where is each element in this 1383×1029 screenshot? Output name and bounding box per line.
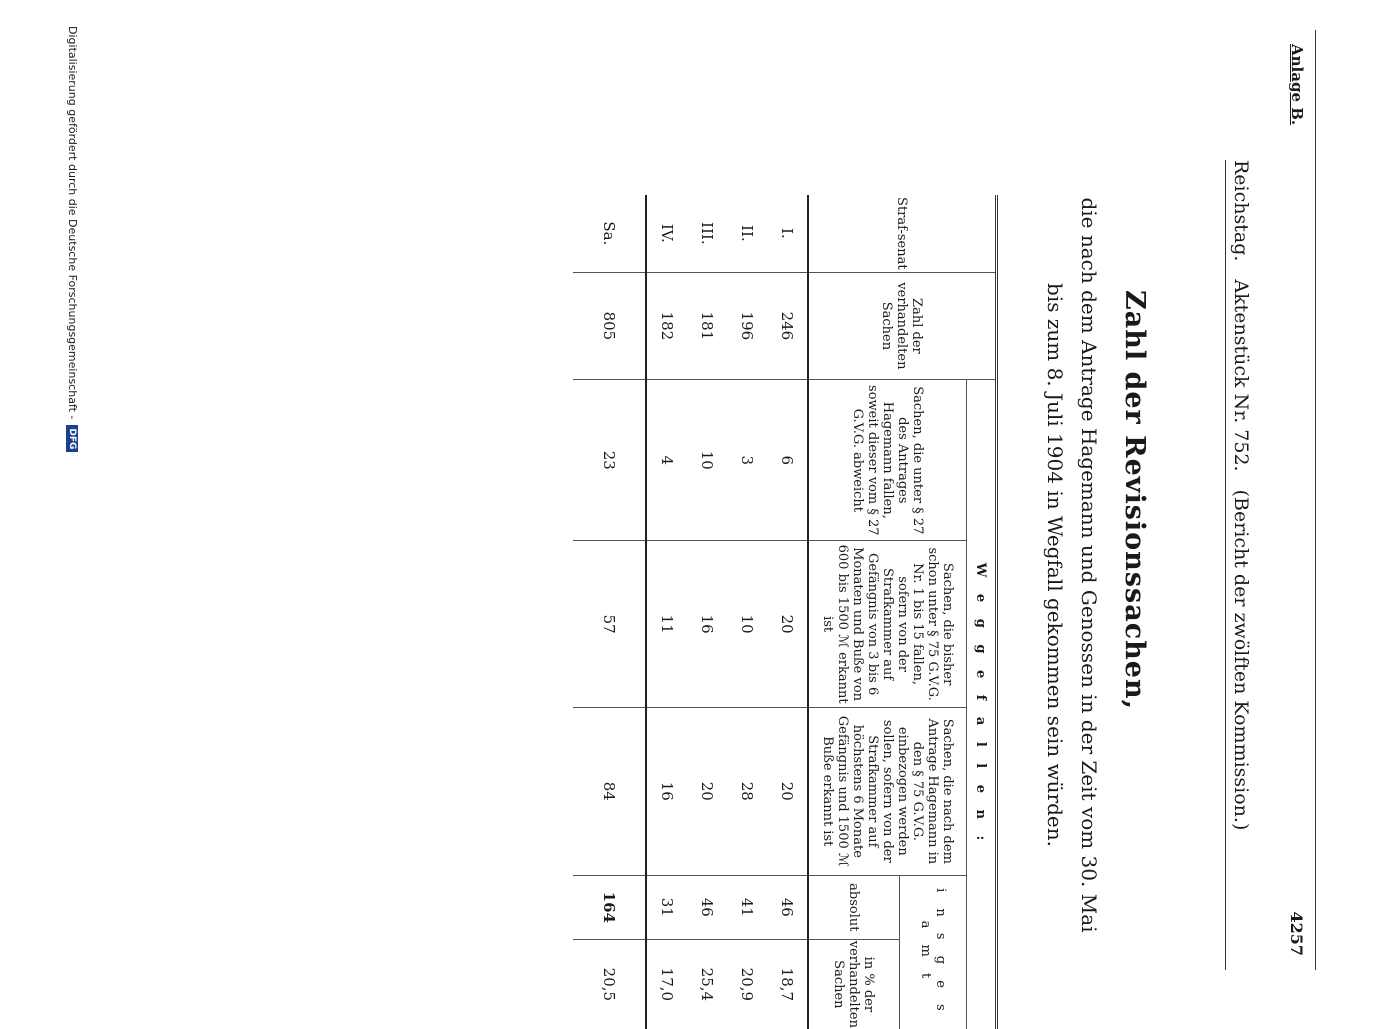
revision-cases-table xyxy=(573,195,998,1029)
cell-total: 246 xyxy=(767,272,808,379)
dfg-logo: DFG xyxy=(67,425,79,452)
cell-c: 16 xyxy=(646,707,687,875)
annex-label: Anlage B. xyxy=(1288,44,1306,126)
cell-a: 4 xyxy=(646,380,687,541)
cell-total: 196 xyxy=(727,272,767,379)
cell-total: 181 xyxy=(687,272,727,379)
table-row xyxy=(646,195,687,1029)
digitization-note xyxy=(66,26,79,452)
document-page xyxy=(66,26,1316,1028)
cell-b: 16 xyxy=(687,541,727,707)
cell-total: 182 xyxy=(646,272,687,379)
cell-absolut: 31 xyxy=(646,875,687,939)
cell-percent: 17,0 xyxy=(646,939,687,1029)
col-header-percent: in % der verhandelten Sachen xyxy=(808,939,900,1029)
cell-b: 20 xyxy=(767,541,808,707)
cell-senat: III. xyxy=(698,222,716,245)
cell-senat: Sa. xyxy=(600,221,618,246)
cell-c: 20 xyxy=(767,707,808,875)
cell-c: 28 xyxy=(727,707,767,875)
col-header-absolut: absolut xyxy=(808,875,900,939)
cell-percent: 20,5 xyxy=(573,939,646,1029)
page-subtitle: die nach dem Antrage Hagemann und Genossen in der Zeit vom 30. Mai bis zum 8. Juli 1904 in Wegfall gekommen sein würden. xyxy=(1043,197,1101,933)
digitization-text: Digitalisierung gefördert durch die Deutsche Forschungsgemeinschaft - xyxy=(66,26,79,420)
cell-absolut: 46 xyxy=(687,875,727,939)
table-row xyxy=(687,195,727,1029)
cell-absolut: 41 xyxy=(727,875,767,939)
cell-a: 3 xyxy=(727,380,767,541)
cell-senat: I. xyxy=(778,227,796,239)
top-rule xyxy=(1315,30,1316,970)
running-title-part: Aktenstück Nr. 752. xyxy=(1230,279,1252,472)
col-header-senat: Straf-senat xyxy=(894,197,910,270)
col-header-total: Zahl der verhandelten Sachen xyxy=(808,272,997,379)
col-header-insgesamt: i n s g e s a m t xyxy=(900,875,967,1029)
cell-absolut: 46 xyxy=(767,875,808,939)
table-row xyxy=(727,195,767,1029)
running-title-part: (Bericht der zwölften Kommission.) xyxy=(1230,489,1252,831)
page-title: Zahl der Revisionssachen, xyxy=(1119,289,1150,710)
cell-a: 23 xyxy=(573,380,646,541)
cell-c: 84 xyxy=(573,707,646,875)
cell-b: 10 xyxy=(727,541,767,707)
cell-b: 57 xyxy=(573,541,646,707)
header-rule xyxy=(1225,160,1226,970)
running-title xyxy=(1230,160,1252,970)
col-header-group: W e g g e f a l l e n : xyxy=(967,380,997,1029)
table-sum-row xyxy=(573,195,646,1029)
cell-percent: 20,9 xyxy=(727,939,767,1029)
table-row xyxy=(767,195,808,1029)
col-header-a: Sachen, die unter § 27 des Antrages Hagemann fallen, soweit dieser vom § 27 G.V.G. abweicht xyxy=(808,380,967,541)
cell-absolut: 164 xyxy=(573,875,646,939)
cell-percent: 25,4 xyxy=(687,939,727,1029)
page-number: 4257 xyxy=(1287,911,1306,956)
cell-senat: II. xyxy=(738,225,756,242)
cell-senat: IV. xyxy=(658,223,676,243)
cell-percent: 18,7 xyxy=(767,939,808,1029)
cell-b: 11 xyxy=(646,541,687,707)
cell-total: 805 xyxy=(573,272,646,379)
cell-a: 10 xyxy=(687,380,727,541)
cell-c: 20 xyxy=(687,707,727,875)
running-title-part: Reichstag. xyxy=(1230,160,1252,262)
col-header-c: Sachen, die nach dem Antrage Hagemann in den § 75 G.V.G. einbezogen werden sollen, sofern von der Strafkammer auf höchstens 6 Monate Gefängnis und 1500 ℳ Buße erkannt ist xyxy=(808,707,967,875)
col-header-b: Sachen, die bisher schon unter § 75 G.V.G. Nr. 1 bis 15 fallen, sofern von der Strafkammer auf Gefängnis von 3 bis 6 Monaten und Buße von 600 bis 1500 ℳ erkannt ist xyxy=(808,541,967,707)
cell-a: 6 xyxy=(767,380,808,541)
